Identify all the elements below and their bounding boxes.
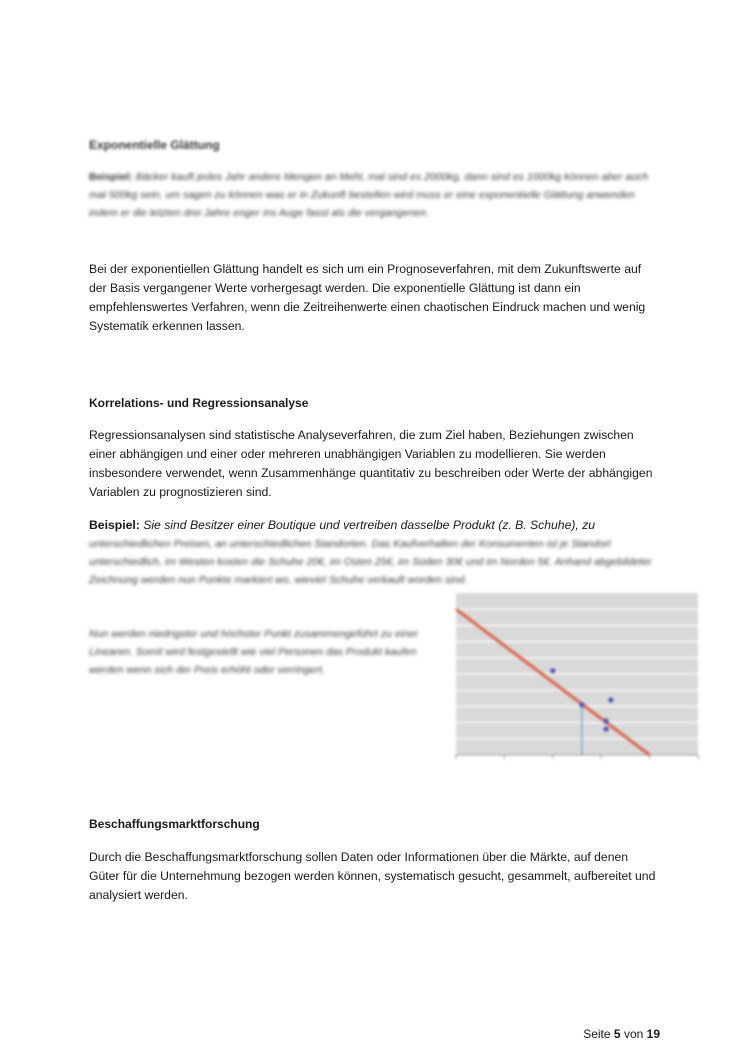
example-line-boutique xyxy=(89,516,659,535)
example-text-first-line: Sie sind Besitzer einer Boutique und vertreiben dasselbe Produkt (z. B. Schuhe), zu xyxy=(143,518,596,532)
regression-scatter-chart xyxy=(452,589,702,767)
example-label: Beispiel: xyxy=(89,518,140,532)
data-point xyxy=(608,697,613,702)
example-text-boutique-rest: unterschiedlichen Preisen, an unterschiedlichen Standorten. Das Kaufverhalten der Konsumenten ist je Standort unterschiedlich, im Westen kosten die Schuhe 20€, im Osten 25€, im Süden 30€ und im Norden 5€. Anhand abgebildeter Zeichnung werden nun Punkte markiert wo, wieviel Schuhe verkauft worden sind. xyxy=(89,538,652,586)
paragraph-exponential-smoothing: Bei der exponentiellen Glättung handelt es sich um ein Prognoseverfahren, mit dem Zukunftswerte auf der Basis vergangener Werte vorhergesagt werden. Die exponentielle Glättung ist dann ein empfehlenswertes Verfahren, wenn die Zeitreihenwerte einen chaotischen Eindruck machen und wenig Systematik erkennen lassen. xyxy=(89,262,646,333)
page-number-footer xyxy=(583,1027,660,1041)
example-paragraph-baker xyxy=(89,168,659,222)
data-point xyxy=(579,702,584,707)
data-point xyxy=(603,718,608,723)
section-heading-procurement-market-research: Beschaffungsmarktforschung xyxy=(89,817,260,831)
section-heading-exponential-smoothing: Exponentielle Glättung xyxy=(89,138,220,152)
paragraph-regression: Regressionsanalysen sind statistische Analyseverfahren, die zum Ziel haben, Beziehungen zwischen einer abhängigen und einer oder mehreren unabhängigen Variablen zu modellieren. Sie werden insbesondere verwendet, wenn Zusammenhänge quantitativ zu beschreiben oder Werte der abhängigen Variablen zu prognostizieren sind. xyxy=(89,428,653,499)
data-point xyxy=(603,726,608,731)
data-point xyxy=(550,668,555,673)
example-label: Beispiel: xyxy=(89,171,133,183)
footer-current-page: 5 xyxy=(613,1027,621,1041)
example-text: Bäcker kauft jedes Jahr andere Mengen an Mehl, mal sind es 2000kg, dann sind es 1000kg können aber auch mal 500kg sein, um sagen zu können was er in Zukunft bestellen wird muss er eine exponentielle Glättung anwenden indem er die letzten drei Jahre enger ins Auge fasst als die vergangenen. xyxy=(89,171,649,219)
paragraph-procurement-market-research: Durch die Beschaffungsmarktforschung sollen Daten oder Informationen über die Märkte, auf denen Güter für die Unternehmung bezogen werden können, systematisch gesucht, gesammelt, aufbereitet und analysiert werden. xyxy=(89,850,656,902)
footer-prefix: Seite xyxy=(583,1027,611,1041)
footer-of: von xyxy=(623,1027,644,1041)
example-text-regression-line: Nun werden niedrigster und höchster Punkt zusammengeführt zu einer Linearen. Somit wird festgestellt wie viel Personen das Produkt kaufen werden wenn sich der Preis erhöht oder verringert. xyxy=(89,628,419,676)
footer-total-pages: 19 xyxy=(646,1027,660,1041)
section-heading-regression: Korrelations- und Regressionsanalyse xyxy=(89,396,309,410)
